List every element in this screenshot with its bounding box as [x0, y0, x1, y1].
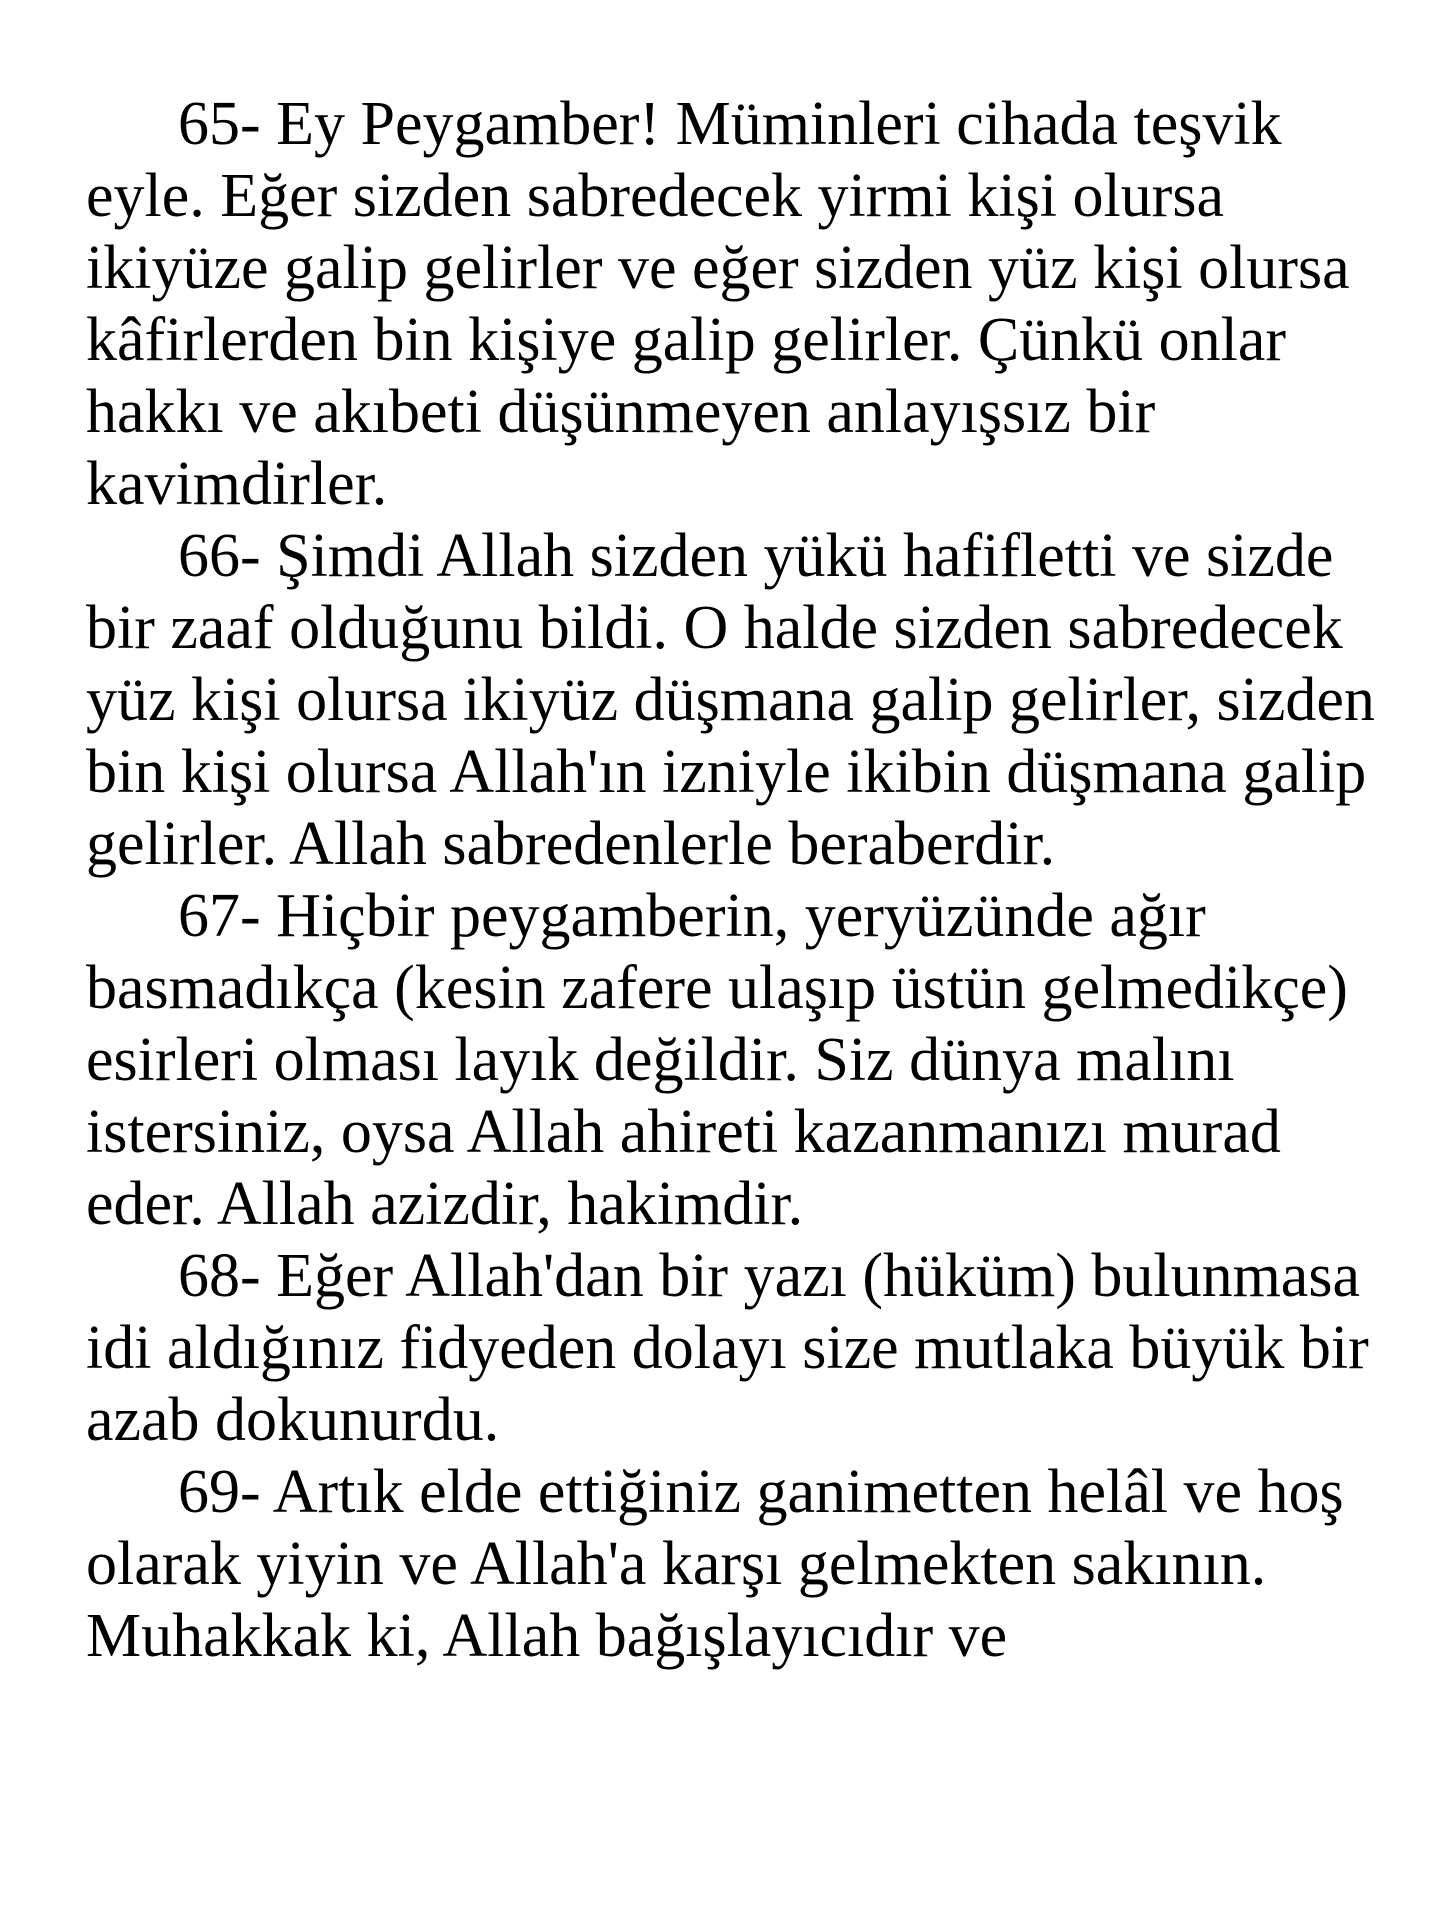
document-page	[86, 88, 1376, 1672]
verse-67: 67- Hiçbir peygamberin, yeryüzünde ağır basmadıkça (kesin zafere ulaşıp üstün gelmedikçe) esirleri olması layık değildir. Siz dünya malını istersiniz, oysa Allah ahireti kazanmanızı murad eder. Allah azizdir, hakimdir.	[86, 882, 1348, 1238]
verse-68: 68- Eğer Allah'dan bir yazı (hüküm) bulunmasa idi aldığınız fidyeden dolayı size mutlaka büyük bir azab dokunurdu.	[86, 1242, 1369, 1454]
verse-65: 65- Ey Peygamber! Müminleri cihada teşvik eyle. Eğer sizden sabredecek yirmi kişi olursa ikiyüze galip gelirler ve eğer sizden yüz kişi olursa kâfirlerden bin kişiye galip gelirler. Çünkü onlar hakkı ve akıbeti düşünmeyen anlayışsız bir kavimdirler.	[86, 90, 1350, 518]
verse-66: 66- Şimdi Allah sizden yükü hafifletti ve sizde bir zaaf olduğunu bildi. O halde sizden sabredecek yüz kişi olursa ikiyüz düşmana galip gelirler, sizden bin kişi olursa Allah'ın izniyle ikibin düşmana galip gelirler. Allah sabredenlerle beraberdir.	[86, 522, 1375, 878]
verse-69: 69- Artık elde ettiğiniz ganimetten helâl ve hoş olarak yiyin ve Allah'a karşı gelmekten sakının. Muhakkak ki, Allah bağışlayıcıdır ve	[86, 1458, 1344, 1670]
